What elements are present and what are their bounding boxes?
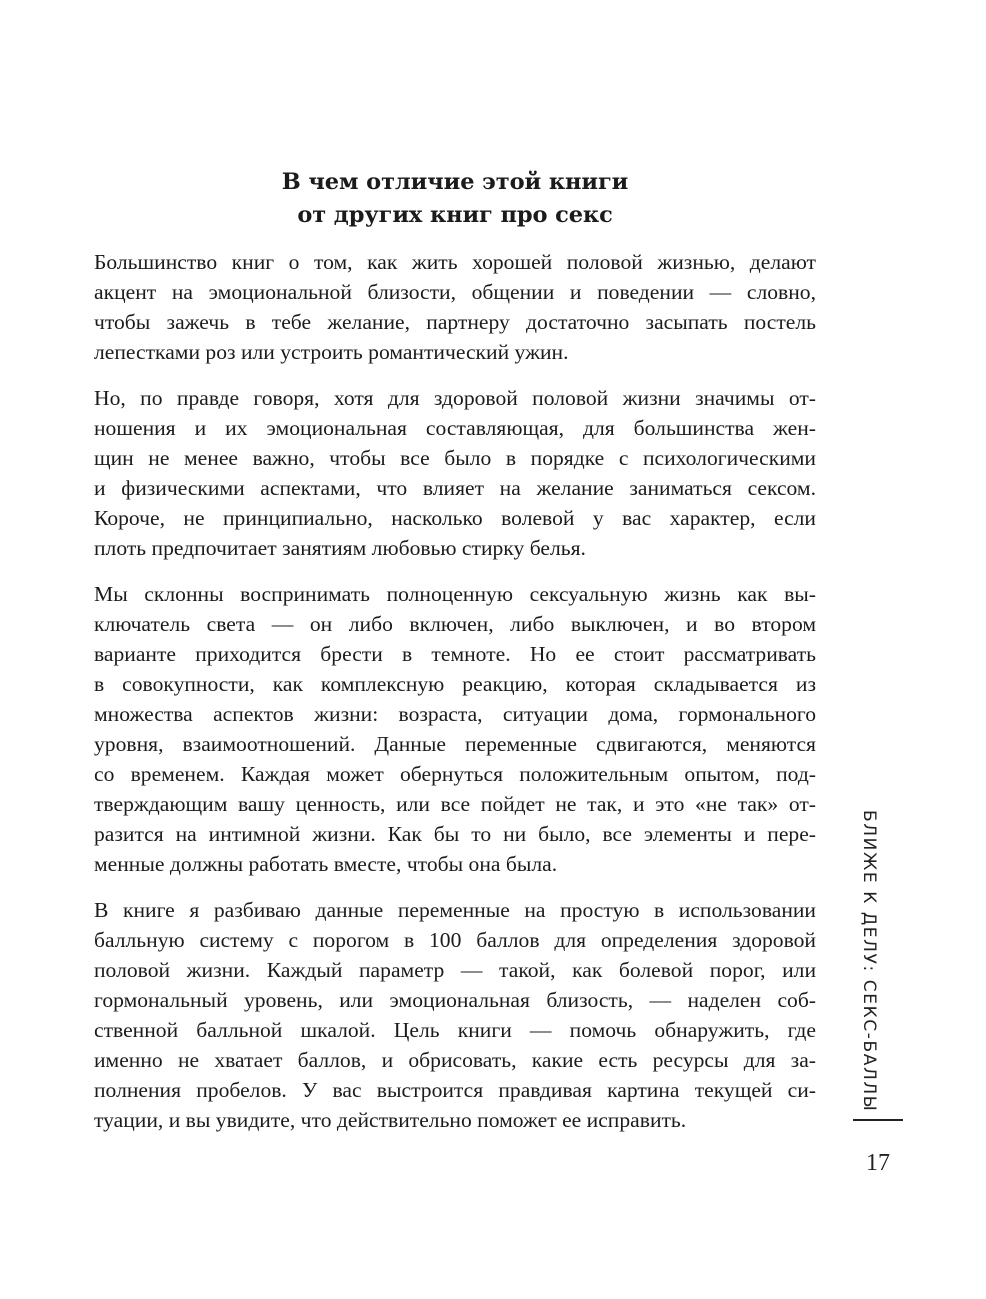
section-title-line-2: от других книг про секс <box>297 202 613 228</box>
paragraph-1 <box>94 247 816 367</box>
text-line: лепестками роз или устроить романтический ужин. <box>94 340 569 364</box>
section-title <box>94 166 816 232</box>
text-line: в совокупности, как комплексную реакцию, которая складывается из <box>94 672 816 696</box>
text-line: балльную систему с порогом в 100 баллов для определения здоровой <box>94 928 816 952</box>
text-line: именно не хватает баллов, и обрисовать, какие есть ресурсы для за- <box>94 1048 816 1072</box>
text-line: Короче, не принципиально, насколько волевой у вас характер, если <box>94 506 816 530</box>
text-line: варианте приходится брести в темноте. Но ее стоит рассматривать <box>94 642 816 666</box>
page-number: 17 <box>866 1150 890 1176</box>
paragraph-4 <box>94 895 816 1135</box>
text-line: В книге я разбиваю данные переменные на простую в использовании <box>94 898 816 922</box>
text-line: уровня, взаимоотношений. Данные переменные сдвигаются, меняются <box>94 732 816 756</box>
text-line: Но, по правде говоря, хотя для здоровой половой жизни значимы от- <box>94 386 816 410</box>
text-line: ственной балльной шкалой. Цель книги — помочь обнаружить, где <box>94 1018 816 1042</box>
text-line: Мы склонны воспринимать полноценную сексуальную жизнь как вы- <box>94 582 816 606</box>
body-text <box>94 247 816 1151</box>
text-line: со временем. Каждая может обернуться положительным опытом, под- <box>94 762 816 786</box>
text-line: ношения и их эмоциональная составляющая, для большинства жен- <box>94 416 816 440</box>
folio-divider <box>853 1119 903 1121</box>
text-line: чтобы зажечь в тебе желание, партнеру достаточно засыпать постель <box>94 310 816 334</box>
text-line: тверждающим вашу ценность, или все пойдет не так, и это «не так» от- <box>94 792 816 816</box>
text-line: плоть предпочитает занятиям любовью стирку белья. <box>94 536 586 560</box>
section-title-line-1: В чем отличие этой книги <box>281 169 629 195</box>
text-line: туации, и вы увидите, что действительно поможет ее исправить. <box>94 1108 687 1132</box>
text-line: менные должны работать вместе, чтобы она была. <box>94 852 558 876</box>
text-line: гормональный уровень, или эмоциональная близость, — наделен соб- <box>94 988 816 1012</box>
text-line: ключатель света — он либо включен, либо выключен, и во втором <box>94 612 816 636</box>
paragraph-2 <box>94 383 816 563</box>
text-line: разится на интимной жизни. Как бы то ни было, все элементы и пере- <box>94 822 816 846</box>
paragraph-3 <box>94 579 816 879</box>
running-head: БЛИЖЕ К ДЕЛУ: СЕКС-БАЛЛЫ <box>859 810 879 1113</box>
text-line: Большинство книг о том, как жить хорошей половой жизнью, делают <box>94 250 816 274</box>
text-line: множества аспектов жизни: возраста, ситуации дома, гормонального <box>94 702 816 726</box>
text-line: полнения пробелов. У вас выстроится правдивая картина текущей си- <box>94 1078 816 1102</box>
text-line: половой жизни. Каждый параметр — такой, как болевой порог, или <box>94 958 816 982</box>
text-line: щин не менее важно, чтобы все было в порядке с психологическими <box>94 446 816 470</box>
text-line: и физическими аспектами, что влияет на желание заниматься сексом. <box>94 476 816 500</box>
text-line: акцент на эмоциональной близости, общении и поведении — словно, <box>94 280 816 304</box>
